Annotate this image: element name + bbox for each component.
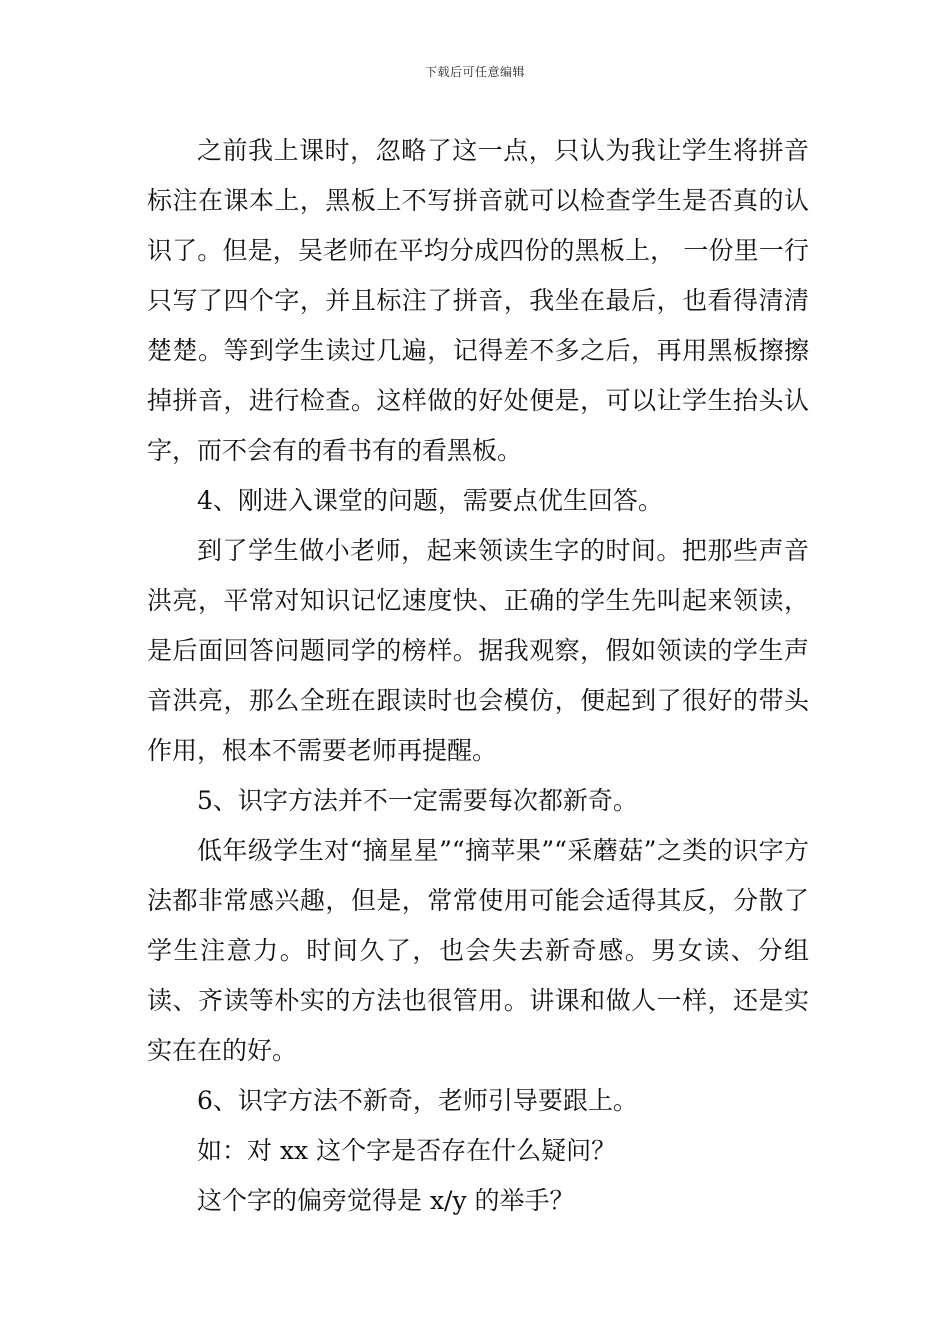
paragraph-heading-6: 6、识字方法不新奇，老师引导要跟上。: [197, 1086, 638, 1115]
paragraph-heading-5: 5、识字方法并不一定需要每次都新奇。: [197, 786, 638, 815]
paragraph-heading-4: 4、刚进入课堂的问题，需要点优生回答。: [197, 486, 663, 515]
paragraph-literacy-methods: 低年级学生对“摘星星”“摘苹果”“采蘑菇”之类的识字方法都非常感兴趣，但是，常常使用可能会适得其反，分散了学生注意力。时间久了，也会失去新奇感。男女读、分组读、齐读等朴实的方法也很管用。讲课和做人一样，还是实实在在的好。: [147, 836, 809, 1065]
document-body: [147, 126, 809, 1226]
paragraph-leading-reading: 到了学生做小老师，起来领读生字的时间。把那些声音洪亮，平常对知识记忆速度快、正确的学生先叫起来领读，是后面回答问题同学的榜样。据我观察，假如领读的学生声音洪亮，那么全班在跟读时也会模仿，便起到了很好的带头作用，根本不需要老师再提醒。: [147, 536, 809, 765]
paragraph-example-question: 如：对 xx 这个字是否存在什么疑问？: [197, 1136, 617, 1165]
paragraph-blackboard-pinyin: 之前我上课时，忽略了这一点，只认为我让学生将拼音标注在课本上，黑板上不写拼音就可以检查学生是否真的认识了。但是，吴老师在平均分成四份的黑板上， 一份里一行只写了四个字，并且标注了拼音，我坐在最后，也看得清清楚楚。等到学生读过几遍，记得差不多之后，再用黑板擦擦掉拼音，进行检查。这样做的好处便是，可以让学生抬头认字，而不会有的看书有的看黑板。: [147, 136, 809, 465]
page-header-note: 下载后可任意编辑: [424, 65, 525, 79]
paragraph-radical-question: 这个字的偏旁觉得是 x/y 的举手？: [197, 1186, 575, 1215]
